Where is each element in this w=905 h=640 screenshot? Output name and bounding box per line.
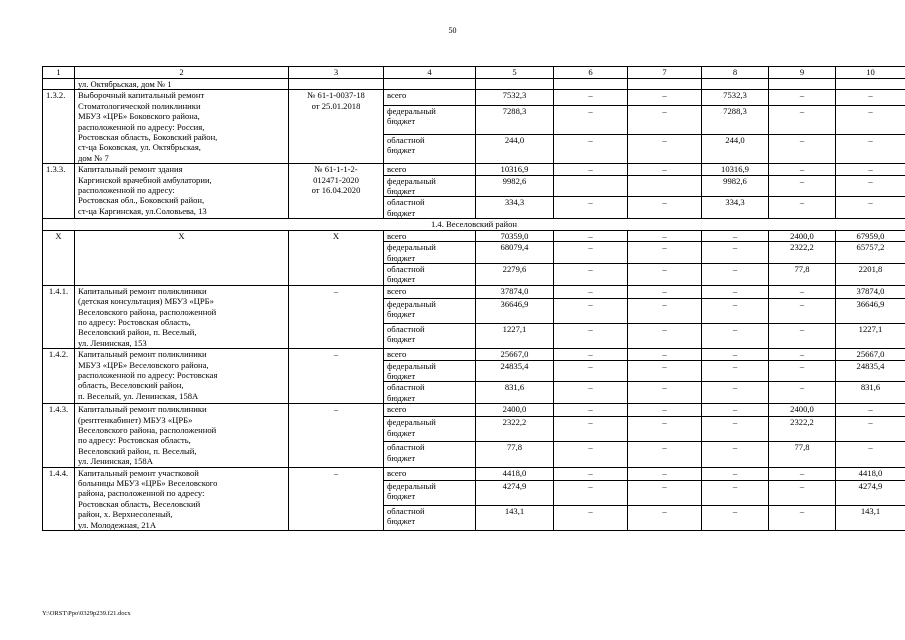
value-cell-8: – <box>702 417 769 442</box>
value-cell-8: – <box>702 298 769 323</box>
value-cell-9: – <box>769 298 836 323</box>
value-cell-9: 77,8 <box>769 442 836 467</box>
value-cell-9: – <box>769 90 836 105</box>
empty-cell <box>702 79 769 90</box>
value-cell-9: – <box>769 105 836 134</box>
value-cell-9: – <box>769 467 836 480</box>
value-cell-9: – <box>769 197 836 219</box>
row-number-cell: 1.4.4. <box>43 467 75 530</box>
value-total-cell: 10316,9 <box>476 164 554 175</box>
value-cell-8: – <box>702 467 769 480</box>
value-cell-8: 7532,3 <box>702 90 769 105</box>
value-cell-7: – <box>628 324 702 349</box>
value-cell-7: – <box>628 285 702 298</box>
footer-file-path: Y:\ORST\Ppo\0329p239.f21.docx <box>42 610 131 617</box>
table-row <box>43 90 905 105</box>
table-row <box>43 285 905 298</box>
funding-source-cell: областной бюджет <box>384 505 476 530</box>
value-total-cell: 24835,4 <box>476 360 554 382</box>
empty-cell <box>554 79 628 90</box>
value-cell-7: – <box>628 90 702 105</box>
value-cell-7: – <box>628 164 702 175</box>
funding-source-cell: федеральный бюджет <box>384 242 476 264</box>
value-cell-10: – <box>836 164 905 175</box>
value-cell-6: – <box>554 349 628 360</box>
value-cell-8: – <box>702 480 769 505</box>
value-cell-7: – <box>628 404 702 417</box>
column-header: 3 <box>289 67 384 79</box>
value-total-cell: 2279,6 <box>476 263 554 285</box>
value-cell-7: – <box>628 480 702 505</box>
value-cell-10: 1227,1 <box>836 324 905 349</box>
funding-source-cell: федеральный бюджет <box>384 417 476 442</box>
value-cell-8: 9982,6 <box>702 175 769 197</box>
column-header: 1 <box>43 67 75 79</box>
value-cell-6: – <box>554 134 628 163</box>
document-cell: – <box>289 467 384 530</box>
column-header: 4 <box>384 67 476 79</box>
value-cell-6: – <box>554 298 628 323</box>
empty-cell <box>476 79 554 90</box>
value-cell-10: 67959,0 <box>836 230 905 241</box>
funding-source-cell: всего <box>384 349 476 360</box>
document-cell: – <box>289 285 384 348</box>
value-cell-6: – <box>554 382 628 404</box>
value-total-cell: 7288,3 <box>476 105 554 134</box>
value-cell-10: – <box>836 442 905 467</box>
value-cell-10: – <box>836 105 905 134</box>
document-cell: Х <box>289 230 384 285</box>
funding-source-cell: областной бюджет <box>384 263 476 285</box>
value-cell-7: – <box>628 197 702 219</box>
value-total-cell: 831,6 <box>476 382 554 404</box>
funding-source-cell: федеральный бюджет <box>384 360 476 382</box>
value-cell-10: 24835,4 <box>836 360 905 382</box>
row-number-cell: 1.3.3. <box>43 164 75 219</box>
column-header: 10 <box>836 67 905 79</box>
value-total-cell: 244,0 <box>476 134 554 163</box>
value-cell-10: 4418,0 <box>836 467 905 480</box>
object-name-cell: ул. Октябрьская, дом № 1 <box>75 79 289 90</box>
empty-cell <box>628 79 702 90</box>
value-cell-8: 334,3 <box>702 197 769 219</box>
value-cell-6: – <box>554 105 628 134</box>
value-cell-6: – <box>554 417 628 442</box>
value-cell-9: – <box>769 164 836 175</box>
funding-source-cell: всего <box>384 467 476 480</box>
value-total-cell: 36646,9 <box>476 298 554 323</box>
value-cell-7: – <box>628 349 702 360</box>
value-cell-10: 36646,9 <box>836 298 905 323</box>
value-cell-7: – <box>628 242 702 264</box>
funding-source-cell: федеральный бюджет <box>384 175 476 197</box>
row-number-cell: 1.4.3. <box>43 404 75 467</box>
funding-source-cell: всего <box>384 230 476 241</box>
value-cell-6: – <box>554 285 628 298</box>
value-cell-7 <box>628 175 702 197</box>
value-cell-9: – <box>769 134 836 163</box>
value-cell-9: 2400,0 <box>769 404 836 417</box>
value-total-cell: 143,1 <box>476 505 554 530</box>
value-cell-6: – <box>554 360 628 382</box>
value-cell-9: – <box>769 505 836 530</box>
value-cell-6: – <box>554 467 628 480</box>
value-cell-10: – <box>836 417 905 442</box>
value-total-cell: 9982,6 <box>476 175 554 197</box>
value-cell-6: – <box>554 242 628 264</box>
value-cell-7: – <box>628 230 702 241</box>
value-total-cell: 25667,0 <box>476 349 554 360</box>
column-header: 9 <box>769 67 836 79</box>
value-cell-10: 37874,0 <box>836 285 905 298</box>
value-cell-10: – <box>836 197 905 219</box>
table-row <box>43 79 905 90</box>
value-cell-9: 2322,2 <box>769 417 836 442</box>
object-name-cell: Капитальный ремонт поликлиники МБУЗ «ЦРБ» Веселовского района, расположенной по адресу: Ростовская область, Веселовский район, п. Веселый, ул. Ленинская, 158А <box>75 349 289 404</box>
value-cell-7: – <box>628 263 702 285</box>
object-name-cell: Капитальный ремонт участковой больницы МБУЗ «ЦРБ» Веселовского района, расположенной по адресу: Ростовская область, Веселовский район, х. Верхнесоленый, ул. Молодежная, 21А <box>75 467 289 530</box>
value-total-cell: 68079,4 <box>476 242 554 264</box>
value-cell-6 <box>554 175 628 197</box>
funding-source-cell: областной бюджет <box>384 197 476 219</box>
row-number-cell <box>43 79 75 90</box>
value-total-cell: 4274,9 <box>476 480 554 505</box>
value-cell-7: – <box>628 134 702 163</box>
funding-source-cell: всего <box>384 90 476 105</box>
value-cell-10: 143,1 <box>836 505 905 530</box>
section-title: 1.4. Веселовский район <box>43 219 905 230</box>
value-cell-10: – <box>836 404 905 417</box>
value-cell-7: – <box>628 417 702 442</box>
table-row <box>43 404 905 417</box>
value-cell-10: 25667,0 <box>836 349 905 360</box>
value-cell-8: 10316,9 <box>702 164 769 175</box>
value-cell-10: 65757,2 <box>836 242 905 264</box>
value-cell-9: – <box>769 324 836 349</box>
value-cell-8: – <box>702 242 769 264</box>
value-cell-6: – <box>554 197 628 219</box>
document-cell: – <box>289 404 384 467</box>
row-number-cell: 1.3.2. <box>43 90 75 164</box>
empty-cell <box>289 79 384 90</box>
object-name-cell: Капитальный ремонт поликлиники (детская консультация) МБУЗ «ЦРБ» Веселовского района, расположенной по адресу: Ростовская область, Веселовский район, п. Веселый, ул. Ленинская, 153 <box>75 285 289 348</box>
value-cell-10: – <box>836 134 905 163</box>
value-cell-8: – <box>702 360 769 382</box>
empty-cell <box>384 79 476 90</box>
funding-source-cell: федеральный бюджет <box>384 298 476 323</box>
value-cell-7: – <box>628 105 702 134</box>
row-number-cell: 1.4.2. <box>43 349 75 404</box>
empty-cell <box>836 79 905 90</box>
value-cell-6: – <box>554 505 628 530</box>
value-cell-10: – <box>836 175 905 197</box>
value-cell-9: – <box>769 175 836 197</box>
value-cell-9: – <box>769 382 836 404</box>
value-cell-8: – <box>702 382 769 404</box>
value-cell-8: – <box>702 263 769 285</box>
row-number-cell: 1.4.1. <box>43 285 75 348</box>
value-cell-7: – <box>628 467 702 480</box>
value-cell-6: – <box>554 263 628 285</box>
value-cell-6: – <box>554 480 628 505</box>
value-cell-6: – <box>554 442 628 467</box>
value-cell-8: 244,0 <box>702 134 769 163</box>
value-cell-9: 2400,0 <box>769 230 836 241</box>
value-cell-7: – <box>628 360 702 382</box>
empty-cell <box>769 79 836 90</box>
value-total-cell: 2400,0 <box>476 404 554 417</box>
object-name-cell: Х <box>75 230 289 285</box>
value-cell-10: – <box>836 90 905 105</box>
value-cell-7: – <box>628 298 702 323</box>
value-cell-9: 2322,2 <box>769 242 836 264</box>
value-total-cell: 4418,0 <box>476 467 554 480</box>
object-name-cell: Капитальный ремонт здания Каргинской врачебной амбулатории, расположенной по адресу: Ростовская обл., Боковский район, ст-ца Каргинская, ул.Соловьева, 13 <box>75 164 289 219</box>
value-cell-10: 4274,9 <box>836 480 905 505</box>
value-cell-8: – <box>702 404 769 417</box>
column-header: 5 <box>476 67 554 79</box>
table-row <box>43 467 905 480</box>
section-row <box>43 219 905 230</box>
funding-source-cell: всего <box>384 164 476 175</box>
value-total-cell: 77,8 <box>476 442 554 467</box>
value-cell-8: 7288,3 <box>702 105 769 134</box>
funding-source-cell: федеральный бюджет <box>384 480 476 505</box>
funding-source-cell: областной бюджет <box>384 382 476 404</box>
document-cell: № 61-1-0037-18 от 25.01.2018 <box>289 90 384 164</box>
value-cell-10: 831,6 <box>836 382 905 404</box>
table-row <box>43 164 905 175</box>
funding-source-cell: федеральный бюджет <box>384 105 476 134</box>
value-cell-9: 77,8 <box>769 263 836 285</box>
value-cell-9: – <box>769 285 836 298</box>
value-cell-8: – <box>702 505 769 530</box>
page-number: 50 <box>448 26 457 35</box>
value-cell-7: – <box>628 382 702 404</box>
value-total-cell: 334,3 <box>476 197 554 219</box>
value-cell-6: – <box>554 230 628 241</box>
document-cell: № 61-1-1-2- 012471-2020 от 16.04.2020 <box>289 164 384 219</box>
value-cell-6: – <box>554 404 628 417</box>
value-cell-9: – <box>769 360 836 382</box>
value-total-cell: 2322,2 <box>476 417 554 442</box>
funding-source-cell: всего <box>384 285 476 298</box>
value-total-cell: 1227,1 <box>476 324 554 349</box>
value-cell-7: – <box>628 442 702 467</box>
value-cell-6: – <box>554 90 628 105</box>
value-total-cell: 70359,0 <box>476 230 554 241</box>
value-cell-6: – <box>554 164 628 175</box>
value-cell-8: – <box>702 230 769 241</box>
funding-source-cell: областной бюджет <box>384 442 476 467</box>
table-header-row <box>43 67 905 79</box>
object-name-cell: Выборочный капитальный ремонт Стоматологической поликлиники МБУЗ «ЦРБ» Боковского района, расположенной по адресу: Россия, Ростовская область, Боковский район, ст-ца Боковская, ул. Октябрьская, дом № 7 <box>75 90 289 164</box>
value-cell-8: – <box>702 442 769 467</box>
value-cell-10: 2201,8 <box>836 263 905 285</box>
value-cell-7: – <box>628 505 702 530</box>
table-row <box>43 230 905 241</box>
value-cell-6: – <box>554 324 628 349</box>
column-header: 8 <box>702 67 769 79</box>
table-row <box>43 349 905 360</box>
value-total-cell: 7532,3 <box>476 90 554 105</box>
row-number-cell: Х <box>43 230 75 285</box>
funding-source-cell: областной бюджет <box>384 134 476 163</box>
table-body <box>43 67 905 531</box>
value-cell-8: – <box>702 324 769 349</box>
column-header: 2 <box>75 67 289 79</box>
value-cell-8: – <box>702 349 769 360</box>
column-header: 7 <box>628 67 702 79</box>
document-cell: – <box>289 349 384 404</box>
column-header: 6 <box>554 67 628 79</box>
funding-source-cell: областной бюджет <box>384 324 476 349</box>
value-cell-8: – <box>702 285 769 298</box>
object-name-cell: Капитальный ремонт поликлиники (рентгенкабинет) МБУЗ «ЦРБ» Веселовского района, расположенной по адресу: Ростовская область, Веселовский район, п. Веселый, ул. Ленинская, 158А <box>75 404 289 467</box>
value-total-cell: 37874,0 <box>476 285 554 298</box>
value-cell-9: – <box>769 349 836 360</box>
funding-source-cell: всего <box>384 404 476 417</box>
funding-table <box>42 66 905 531</box>
value-cell-9: – <box>769 480 836 505</box>
